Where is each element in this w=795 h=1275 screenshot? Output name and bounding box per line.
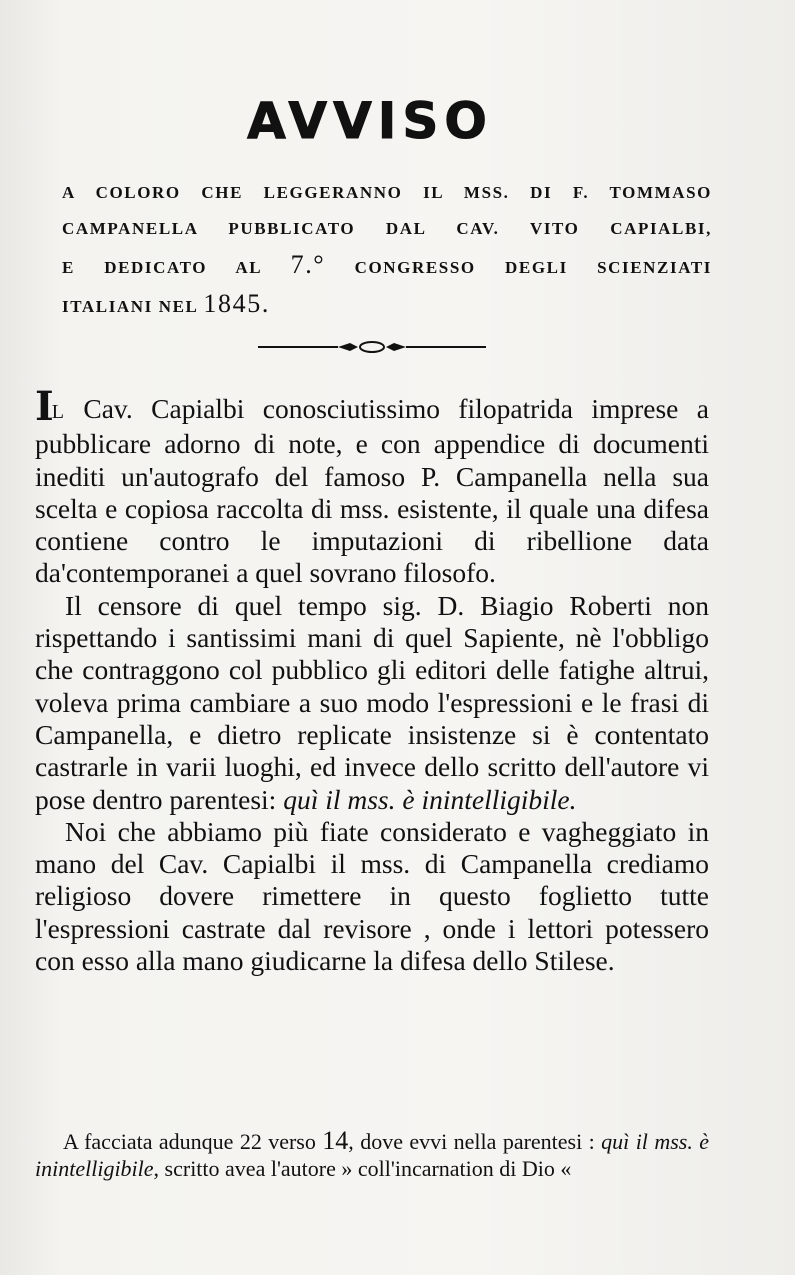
drop-cap: I — [35, 383, 52, 430]
drop-cap-tail: L — [51, 401, 65, 423]
footnote-italic: quì il mss. è inintelligibile — [35, 1129, 710, 1181]
ornament-divider-icon — [258, 340, 486, 354]
paragraph-2-italic: quì il mss. è inintelligibile. — [283, 783, 577, 815]
subtitle-line-1: A COLORO CHE LEGGERANNO IL MSS. DI F. TOMMASO — [62, 183, 712, 202]
subtitle-block — [62, 175, 712, 325]
paragraph-2-text: Il censore di quel tempo sig. D. Biagio Roberti non rispettando i santissimi mani di quel Sapiente, nè l'obbligo che contraggono col pubblico gli editori delle fatighe altrui, voleva prima cambiare a suo modo l'espressioni e le frasi di Campanella, e dietro replicate insistenze si è contentato castrarle in varii luoghi, ed invece dello scritto dell'autore vi pose dentro parentesi: — [35, 589, 709, 815]
paragraph-2 — [35, 590, 709, 816]
footnote-text-b: verso — [261, 1129, 323, 1154]
congress-number: 7.° — [290, 250, 326, 279]
footnote-text-d: , scritto avea l'autore » coll'incarnation di Dio « — [153, 1156, 572, 1181]
subtitle-line-2: CAMPANELLA PUBBLICATO DAL CAV. VITO CAPIALBI, — [62, 219, 712, 238]
footnote-text-c: , dove evvi nella parentesi : — [348, 1129, 602, 1154]
body-text — [35, 383, 710, 977]
year: 1845. — [203, 289, 270, 318]
paragraph-3: Noi che abbiamo più fiate considerato e vagheggiato in mano del Cav. Capialbi il mss. di Campanella crediamo religioso dovere rimettere in questo foglietto tutte l'espressioni castrate dal revisore , onde i lettori potessero con esso alla mano giudicarne la difesa dello Stilese. — [35, 815, 709, 977]
footnote — [35, 1127, 709, 1182]
footnote-text-a: A facciata adunque — [63, 1129, 240, 1154]
footnote-paragraph — [35, 1127, 709, 1182]
page-number: 22 — [239, 1129, 262, 1154]
subtitle-line-3 — [62, 247, 712, 286]
page-title: AVVISO — [247, 92, 493, 150]
paragraph-1-text: Cav. Capialbi conosciutissimo filopatrida imprese a pubblicare adorno di note, e con appendice di documenti inediti un'autografo del famoso P. Campanella nella sua scelta e copiosa raccolta di mss. esistente, il quale una difesa contiene contro le imputazioni di ribellione data da'contemporanei a quel sovrano filosofo. — [35, 393, 710, 589]
subtitle-line-4-a: ITALIANI NEL — [62, 297, 204, 316]
subtitle-line-4 — [62, 286, 712, 325]
subtitle-line-3-c: CONGRESSO DEGLI SCIENZIATI — [325, 258, 712, 277]
subtitle-line-3-a: E DEDICATO AL — [62, 258, 291, 277]
paragraph-1 — [35, 383, 710, 590]
line-number: 14 — [322, 1126, 349, 1155]
